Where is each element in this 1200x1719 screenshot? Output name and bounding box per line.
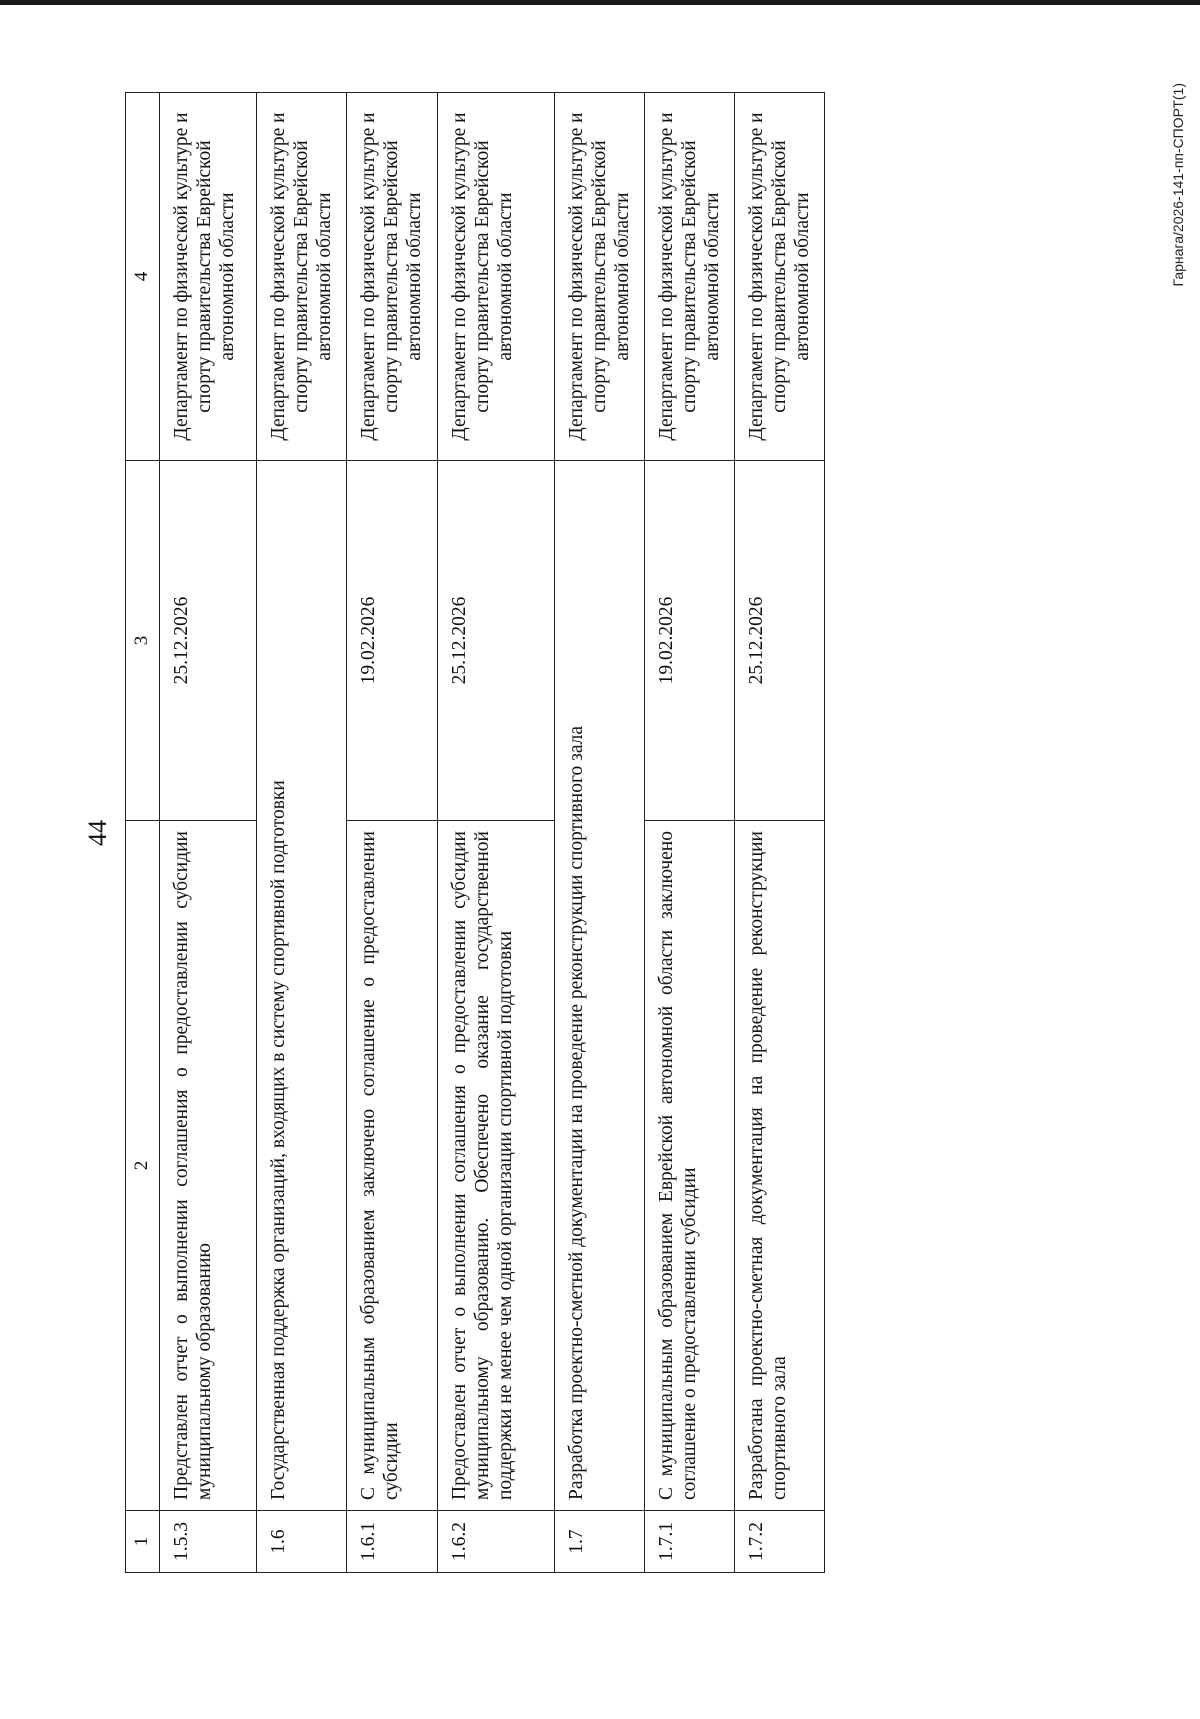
row-description: Представлен отчет о выполнении соглашения о предоставлении субсидии муниципальному образованию <box>160 821 257 1511</box>
document-footer-id: Гарнага/2026-141-пп-СПОРТ(1) <box>1170 83 1186 287</box>
header-col-4: 4 <box>126 93 160 461</box>
page-number: 44 <box>83 820 112 846</box>
row-number: 1.7.2 <box>735 1511 825 1573</box>
header-row <box>126 93 160 1573</box>
section-title: Государственная поддержка организаций, входящих в систему спортивной подготовки <box>257 461 347 1511</box>
row-number: 1.6.1 <box>347 1511 438 1573</box>
row-description: С муниципальным образованием Еврейской автономной области заключено соглашение о предоставлении субсидии <box>645 821 735 1511</box>
row-number: 1.7.1 <box>645 1511 735 1573</box>
row-date: 19.02.2026 <box>645 461 735 821</box>
row-date: 25.12.2026 <box>160 461 257 821</box>
row-department: Департамент по физической культуре и спорту правительства Еврейской автономной области <box>257 93 347 461</box>
row-department: Департамент по физической культуре и спорту правительства Еврейской автономной области <box>555 93 645 461</box>
row-department: Департамент по физической культуре и спорту правительства Еврейской автономной области <box>438 93 555 461</box>
row-number: 1.6.2 <box>438 1511 555 1573</box>
row-department: Департамент по физической культуре и спорту правительства Еврейской автономной области <box>735 93 825 461</box>
table-row <box>735 93 825 1573</box>
table-row <box>160 93 257 1573</box>
table-row-section <box>257 93 347 1573</box>
row-description: С муниципальным образованием заключено соглашение о предоставлении субсидии <box>347 821 438 1511</box>
row-department: Департамент по физической культуре и спорту правительства Еврейской автономной области <box>160 93 257 461</box>
row-description: Разработана проектно-сметная документация на проведение реконструкции спортивного зала <box>735 821 825 1511</box>
top-edge-line <box>0 0 1200 5</box>
table-row <box>438 93 555 1573</box>
row-number: 1.7 <box>555 1511 645 1573</box>
rotated-page-content <box>83 83 1186 1573</box>
section-title: Разработка проектно-сметной документации на проведение реконструкции спортивного зала <box>555 461 645 1511</box>
header-col-2: 2 <box>126 821 160 1511</box>
table-row-section <box>555 93 645 1573</box>
row-date: 25.12.2026 <box>438 461 555 821</box>
row-number: 1.5.3 <box>160 1511 257 1573</box>
header-col-3: 3 <box>126 461 160 821</box>
header-col-1: 1 <box>126 1511 160 1573</box>
plan-table <box>125 92 825 1573</box>
row-department: Департамент по физической культуре и спорту правительства Еврейской автономной области <box>645 93 735 461</box>
row-date: 19.02.2026 <box>347 461 438 821</box>
row-date: 25.12.2026 <box>735 461 825 821</box>
row-number: 1.6 <box>257 1511 347 1573</box>
row-description: Предоставлен отчет о выполнении соглашения о предоставлении субсидии муниципальному образованию. Обеспечено оказание государственной поддержки не менее чем одной организации спортивной подготовки <box>438 821 555 1511</box>
table-row <box>645 93 735 1573</box>
row-department: Департамент по физической культуре и спорту правительства Еврейской автономной области <box>347 93 438 461</box>
table-row <box>347 93 438 1573</box>
